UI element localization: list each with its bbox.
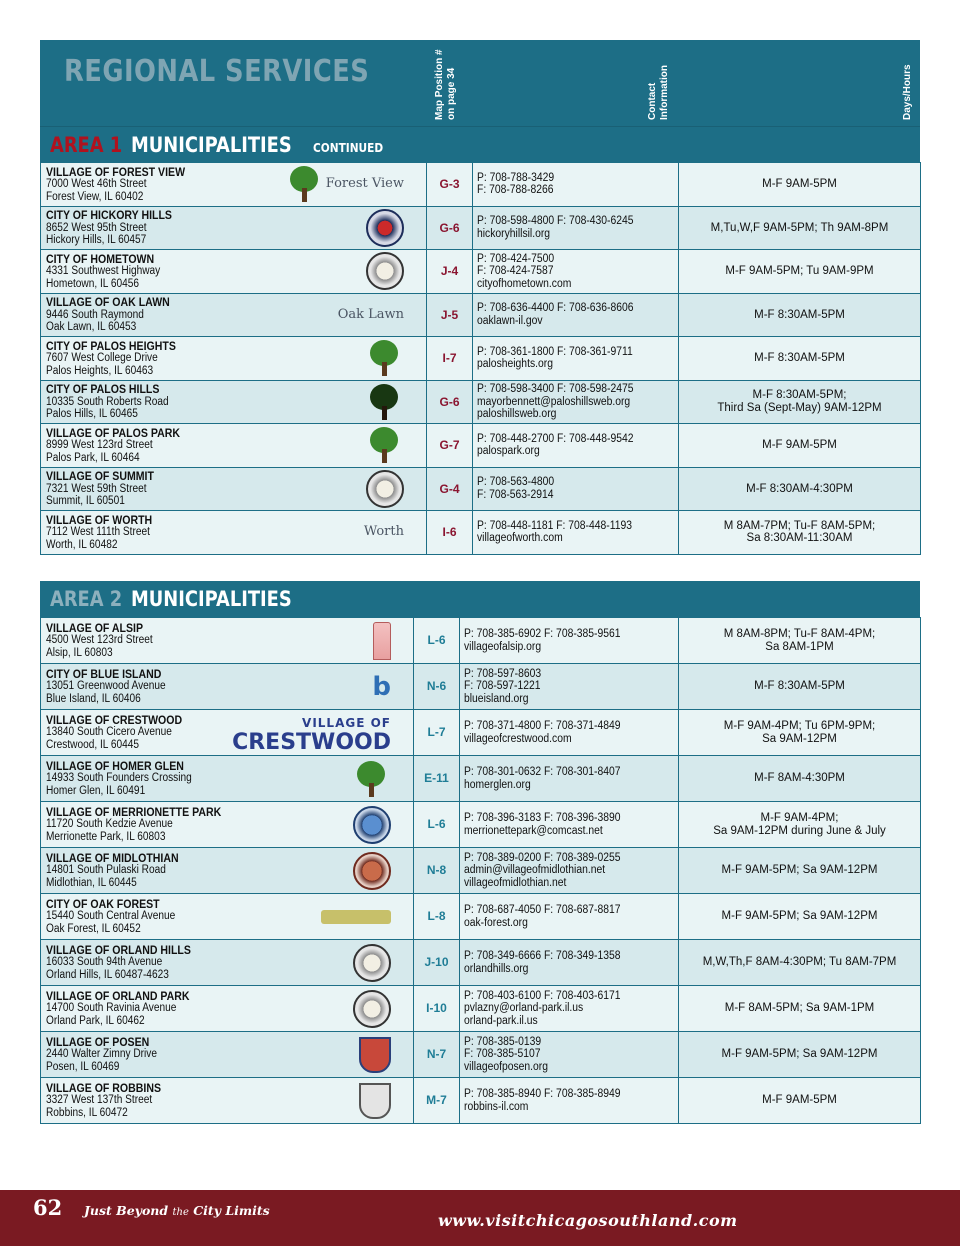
municipality-cell [41, 380, 427, 424]
municipality-name: VILLAGE OF ORLAND PARK [46, 988, 190, 1003]
map-position-cell: L-8 [414, 894, 460, 940]
contact-line-2[interactable]: villageofalsip.org [464, 640, 542, 653]
contact-line-2[interactable]: pvlazny@orland-park.il.us [464, 1002, 584, 1015]
palos-heights-logo [364, 340, 404, 376]
table-row [41, 337, 921, 381]
hours-cell [679, 848, 921, 894]
contact-line-2[interactable]: hickoryhillsil.org [477, 227, 551, 240]
hours-line-1: M-F 9AM-5PM [762, 178, 837, 190]
contact-line-1: P: 708-385-6902 F: 708-385-9561 [464, 628, 621, 640]
municipality-cell [41, 206, 427, 250]
hours-line-1: M,W,Th,F 8AM-4:30PM; Tu 8AM-7PM [702, 956, 897, 969]
contact-cell [460, 664, 679, 710]
map-position-cell: I-10 [414, 986, 460, 1032]
hours-line-1: M-F 9AM-5PM; Sa 9AM-12PM [721, 864, 878, 877]
area1-municipalities-label: MUNICIPALITIES [131, 133, 293, 157]
municipality-name: CITY OF PALOS HILLS [46, 382, 160, 396]
hours-line-1: M 8AM-8PM; Tu-F 8AM-4PM; [723, 628, 876, 640]
hours-line-1: M-F 8AM-4:30PM [754, 772, 845, 785]
contact-line-1: P: 708-385-0139 [464, 1035, 542, 1048]
col-header-map-line2: on page 34 [446, 67, 457, 120]
municipality-address: 2440 Walter Zimny Drive [46, 1048, 157, 1061]
contact-line-2[interactable]: F: 708-597-1221 [464, 680, 541, 693]
municipality-address: 7000 West 46th Street [46, 178, 147, 190]
municipality-city: Hickory Hills, IL 60457 [46, 234, 147, 246]
forest-view-logo [284, 166, 404, 202]
map-position-cell: L-6 [414, 618, 460, 664]
contact-cell [473, 380, 679, 424]
municipality-name: VILLAGE OF ORLAND HILLS [46, 942, 191, 957]
hickory-hills-seal-logo [366, 209, 404, 247]
municipality-city: Midlothian, IL 60445 [46, 876, 137, 889]
contact-line-2[interactable]: F: 708-385-5107 [464, 1048, 541, 1061]
municipality-city: Orland Park, IL 60462 [46, 1014, 145, 1027]
hours-cell [679, 467, 921, 511]
area-word: AREA [50, 587, 104, 611]
municipality-address: 7607 West College Drive [46, 352, 158, 364]
contact-line-2[interactable]: homerglen.org [464, 778, 531, 791]
contact-line-2[interactable]: villageofcrestwood.com [464, 732, 572, 745]
municipality-name: VILLAGE OF HOMER GLEN [46, 758, 184, 773]
hours-line-1: M-F 9AM-5PM [762, 439, 837, 451]
table-row [41, 848, 921, 894]
oak-forest-logo [321, 910, 391, 924]
blue-island-logo: b [372, 671, 391, 702]
municipality-cell [41, 250, 427, 294]
hometown-seal-logo [366, 252, 404, 290]
contact-line-2[interactable]: F: 708-788-8266 [477, 184, 554, 197]
contact-line-2[interactable]: oak-forest.org [464, 916, 528, 929]
municipality-address: 13051 Greenwood Avenue [46, 680, 166, 693]
municipality-city: Homer Glen, IL 60491 [46, 784, 146, 797]
municipality-name: CITY OF BLUE ISLAND [46, 666, 162, 681]
hours-cell [679, 250, 921, 294]
area-number: 2 [109, 587, 123, 611]
municipality-name: VILLAGE OF FOREST VIEW [46, 164, 186, 179]
contact-cell [460, 756, 679, 802]
contact-line-1: P: 708-687-4050 F: 708-687-8817 [464, 904, 621, 916]
municipality-name: VILLAGE OF PALOS PARK [46, 425, 180, 440]
contact-line-1: P: 708-448-1181 F: 708-448-1193 [477, 519, 632, 532]
municipality-city: Palos Park, IL 60464 [46, 451, 140, 464]
hours-cell [679, 163, 921, 207]
municipality-address: 4331 Southwest Highway [46, 265, 161, 277]
contact-line-2[interactable]: palosheights.org [477, 358, 553, 371]
area2-heading [40, 581, 920, 617]
hours-line-1: M 8AM-7PM; Tu-F 8AM-5PM; [723, 519, 876, 532]
area-word: AREA [50, 133, 104, 157]
municipality-address: 4500 West 123rd Street [46, 634, 153, 647]
hours-cell [679, 986, 921, 1032]
contact-line-1: P: 708-598-4800 F: 708-430-6245 [477, 215, 634, 228]
map-position-cell: I-6 [427, 511, 473, 555]
hours-line-1: M,Tu,W,F 9AM-5PM; Th 9AM-8PM [710, 221, 889, 234]
municipality-address: 15440 South Central Avenue [46, 910, 176, 923]
hours-cell [679, 756, 921, 802]
contact-line-3[interactable]: cityofhometown.com [477, 277, 572, 290]
contact-cell [460, 710, 679, 756]
municipality-name: VILLAGE OF WORTH [46, 512, 153, 527]
contact-line-2[interactable]: oaklawn-il.gov [477, 314, 543, 327]
contact-cell [473, 163, 679, 207]
map-position-cell: E-11 [414, 756, 460, 802]
contact-line-3[interactable]: blueisland.org [464, 692, 529, 705]
contact-line-2[interactable]: admin@villageofmidlothian.net [464, 864, 606, 877]
municipality-name: VILLAGE OF ROBBINS [46, 1080, 161, 1095]
contact-line-2[interactable]: F: 708-424-7587 [477, 265, 554, 277]
area2-label [50, 581, 122, 617]
municipality-name: CITY OF OAK FOREST [46, 896, 160, 911]
contact-line-1: P: 708-636-4400 F: 708-636-8606 [477, 302, 634, 315]
orland-hills-seal-logo [353, 944, 391, 982]
posen-shield-logo [359, 1037, 391, 1073]
col-header-days: Days/Hours [902, 64, 913, 120]
table-row [41, 206, 921, 250]
table-row [41, 986, 921, 1032]
municipality-cell [41, 664, 414, 710]
map-position-cell: G-3 [427, 163, 473, 207]
hours-line-1: M-F 9AM-5PM; Sa 9AM-12PM [721, 910, 878, 923]
contact-cell [473, 337, 679, 381]
orland-park-seal-logo [353, 990, 391, 1028]
table-row [41, 424, 921, 468]
municipality-name: VILLAGE OF OAK LAWN [46, 295, 170, 309]
municipality-cell [41, 337, 427, 381]
hours-line-2: Sa 8:30AM-11:30AM [746, 532, 853, 545]
contact-line-1: P: 708-403-6100 F: 708-403-6171 [464, 989, 621, 1002]
oak-lawn-logo [336, 306, 404, 322]
table-row [41, 756, 921, 802]
contact-line-3[interactable]: paloshillsweb.org [477, 408, 557, 420]
contact-cell [460, 848, 679, 894]
hours-line-1: M-F 9AM-5PM; Tu 9AM-9PM [725, 265, 874, 277]
map-position-cell: J-5 [427, 293, 473, 337]
tagline-part-a: Just Beyond [84, 1203, 169, 1218]
contact-line-1: P: 708-448-2700 F: 708-448-9542 [477, 432, 634, 445]
municipality-address: 14801 South Pulaski Road [46, 864, 166, 877]
municipality-cell [41, 467, 427, 511]
map-position-cell: J-10 [414, 940, 460, 986]
palos-park-logo [364, 427, 404, 463]
municipality-address: 10335 South Roberts Road [46, 395, 169, 408]
municipality-cell [41, 1078, 414, 1124]
contact-cell [473, 250, 679, 294]
table-row [41, 894, 921, 940]
hours-cell [679, 424, 921, 468]
contact-line-1: P: 708-371-4800 F: 708-371-4849 [464, 720, 621, 732]
municipality-name: VILLAGE OF CRESTWOOD [46, 712, 183, 727]
contact-line-3[interactable]: villageofmidlothian.net [464, 876, 567, 889]
municipality-cell [41, 848, 414, 894]
municipality-name: VILLAGE OF ALSIP [46, 620, 144, 635]
table-row [41, 710, 921, 756]
hours-cell [679, 940, 921, 986]
logo-text: Oak Lawn [337, 306, 404, 322]
contact-cell [460, 894, 679, 940]
hours-line-2: Sa 9AM-12PM [762, 732, 837, 745]
contact-line-2[interactable]: F: 708-563-2914 [477, 488, 554, 501]
merrionette-park-seal-logo [353, 806, 391, 844]
contact-cell [473, 206, 679, 250]
municipality-cell [41, 802, 414, 848]
municipality-cell [41, 618, 414, 664]
footer-url-link[interactable]: www.visitchicagosouthland.com [438, 1211, 738, 1230]
municipality-name: CITY OF PALOS HEIGHTS [46, 338, 176, 353]
contact-cell [473, 511, 679, 555]
contact-line-1: P: 708-301-0632 F: 708-301-8407 [464, 766, 621, 778]
contact-cell [460, 802, 679, 848]
map-position-cell: N-8 [414, 848, 460, 894]
alsip-logo [373, 622, 391, 660]
map-position-cell: M-7 [414, 1078, 460, 1124]
col-header-map [434, 38, 458, 120]
municipality-cell [41, 986, 414, 1032]
hours-line-1: M-F 8:30AM-5PM [754, 352, 845, 364]
municipality-city: Summit, IL 60501 [46, 495, 125, 507]
contact-cell [460, 1032, 679, 1078]
contact-line-1: P: 708-385-8940 F: 708-385-8949 [464, 1088, 621, 1100]
hours-cell [679, 1078, 921, 1124]
homer-glen-logo [351, 761, 391, 797]
table-row [41, 664, 921, 710]
logo-text: Forest View [325, 176, 404, 191]
contact-line-2[interactable]: merrionettepark@comcast.net [464, 824, 603, 837]
area-number: 1 [109, 133, 123, 157]
hours-cell [679, 511, 921, 555]
municipality-address: 3327 West 137th Street [46, 1094, 153, 1107]
municipality-address: 16033 South 94th Avenue [46, 956, 163, 969]
summit-seal-logo [366, 470, 404, 508]
map-position-cell: J-4 [427, 250, 473, 294]
contact-line-1: P: 708-563-4800 [477, 476, 555, 489]
municipality-cell [41, 894, 414, 940]
palos-hills-logo [364, 384, 404, 420]
municipality-address: 8999 West 123rd Street [46, 439, 153, 451]
municipality-city: Palos Hills, IL 60465 [46, 408, 138, 420]
hours-line-1: M-F 9AM-5PM [762, 1094, 837, 1107]
table-row [41, 1032, 921, 1078]
contact-cell [460, 618, 679, 664]
contact-line-3[interactable]: orland-park.il.us [464, 1014, 538, 1027]
page-number: 62 [33, 1195, 63, 1220]
area2-municipalities-label: MUNICIPALITIES [131, 587, 293, 611]
municipality-city: Hometown, IL 60456 [46, 277, 140, 290]
regional-services-header [40, 40, 920, 126]
municipality-city: Forest View, IL 60402 [46, 190, 144, 203]
hours-cell [679, 1032, 921, 1078]
municipality-address: 11720 South Kedzie Avenue [46, 818, 173, 831]
contact-cell [460, 986, 679, 1032]
table-row [41, 250, 921, 294]
municipality-address: 8652 West 95th Street [46, 221, 147, 234]
map-position-cell: L-7 [414, 710, 460, 756]
col-header-contact-line2: Information [659, 65, 670, 120]
hours-cell [679, 380, 921, 424]
col-header-map-line1: Map Position # [434, 49, 445, 120]
area1-section [40, 40, 920, 555]
midlothian-seal-logo [353, 852, 391, 890]
contact-line-2[interactable]: robbins-il.com [464, 1100, 529, 1113]
hours-line-2: Third Sa (Sept-May) 9AM-12PM [717, 401, 882, 414]
contact-line-2[interactable]: orlandhills.org [464, 962, 529, 975]
hours-cell [679, 894, 921, 940]
hours-cell [679, 337, 921, 381]
municipality-cell [41, 940, 414, 986]
hours-cell [679, 802, 921, 848]
municipality-city: Merrionette Park, IL 60803 [46, 830, 166, 843]
contact-line-3[interactable]: villageofposen.org [464, 1060, 549, 1073]
hours-cell [679, 618, 921, 664]
map-position-cell: G-4 [427, 467, 473, 511]
contact-cell [473, 467, 679, 511]
municipality-name: VILLAGE OF SUMMIT [46, 469, 154, 483]
hours-line-1: M-F 9AM-5PM; Sa 9AM-12PM [721, 1048, 878, 1061]
col-header-contact-line1: Contact [647, 82, 658, 120]
contact-cell [460, 940, 679, 986]
municipality-cell [41, 1032, 414, 1078]
hours-cell [679, 206, 921, 250]
contact-cell [473, 424, 679, 468]
contact-cell [473, 293, 679, 337]
map-position-cell: N-6 [414, 664, 460, 710]
logo-text: Worth [363, 524, 404, 539]
area1-continued-label: CONTINUED [312, 141, 384, 155]
map-position-cell: G-7 [427, 424, 473, 468]
contact-line-1: P: 708-597-8603 [464, 667, 542, 680]
table-row [41, 380, 921, 424]
map-position-cell: L-6 [414, 802, 460, 848]
contact-line-1: P: 708-424-7500 [477, 252, 555, 265]
municipality-address: 9446 South Raymond [46, 308, 144, 321]
hours-line-1: M-F 8:30AM-5PM [754, 308, 845, 321]
table-row [41, 293, 921, 337]
page-title: REGIONAL SERVICES [64, 54, 370, 89]
municipality-name: VILLAGE OF MERRIONETTE PARK [46, 804, 222, 819]
area2-table [40, 617, 921, 1124]
contact-line-2[interactable]: palospark.org [477, 445, 540, 458]
hours-line-1: M-F 8AM-5PM; Sa 9AM-1PM [724, 1002, 875, 1015]
municipality-address: 7112 West 111th Street [46, 526, 150, 538]
hours-line-1: M-F 8:30AM-5PM; [752, 389, 847, 402]
crestwood-logo: VILLAGE OF CRESTWOOD [232, 715, 391, 755]
map-position-cell: G-6 [427, 206, 473, 250]
page-footer [0, 1190, 960, 1246]
contact-cell [460, 1078, 679, 1124]
municipality-city: Oak Forest, IL 60452 [46, 922, 141, 935]
hours-cell [679, 664, 921, 710]
contact-line-1: P: 708-788-3429 [477, 171, 555, 184]
area1-table [40, 162, 921, 555]
table-row [41, 511, 921, 555]
municipality-name: VILLAGE OF MIDLOTHIAN [46, 850, 179, 865]
hours-line-1: M-F 8:30AM-4:30PM [746, 482, 853, 495]
municipality-city: Crestwood, IL 60445 [46, 738, 140, 751]
map-position-cell: I-7 [427, 337, 473, 381]
contact-line-2[interactable]: mayorbennett@paloshillsweb.org [477, 395, 631, 408]
contact-line-1: P: 708-396-3183 F: 708-396-3890 [464, 812, 621, 824]
municipality-city: Robbins, IL 60472 [46, 1106, 128, 1119]
contact-line-1: P: 708-389-0200 F: 708-389-0255 [464, 851, 621, 864]
municipality-cell [41, 710, 414, 756]
worth-logo [362, 526, 404, 539]
table-row [41, 1078, 921, 1124]
contact-line-1: P: 708-361-1800 F: 708-361-9711 [477, 345, 633, 358]
municipality-city: Palos Heights, IL 60463 [46, 364, 154, 377]
tagline-part-b: City Limits [193, 1203, 270, 1218]
hours-line-1: M-F 8:30AM-5PM [754, 680, 845, 693]
municipality-cell [41, 163, 427, 207]
robbins-shield-logo [359, 1083, 391, 1119]
hours-line-1: M-F 9AM-4PM; Tu 6PM-9PM; [723, 720, 876, 732]
municipality-cell [41, 424, 427, 468]
municipality-city: Posen, IL 60469 [46, 1060, 120, 1073]
table-row [41, 618, 921, 664]
municipality-name: CITY OF HICKORY HILLS [46, 208, 172, 222]
municipality-cell [41, 293, 427, 337]
municipality-city: Alsip, IL 60803 [46, 646, 113, 659]
municipality-city: Blue Island, IL 60406 [46, 692, 141, 705]
table-row [41, 802, 921, 848]
municipality-name: VILLAGE OF POSEN [46, 1034, 150, 1049]
municipality-address: 7321 West 59th Street [46, 482, 147, 495]
hours-cell [679, 293, 921, 337]
map-position-cell: N-7 [414, 1032, 460, 1078]
table-row [41, 940, 921, 986]
map-position-cell: G-6 [427, 380, 473, 424]
municipality-cell [41, 511, 427, 555]
col-header-contact [647, 48, 671, 120]
municipality-name: CITY OF HOMETOWN [46, 251, 155, 266]
contact-line-1: P: 708-349-6666 F: 708-349-1358 [464, 950, 621, 962]
municipality-address: 14933 South Founders Crossing [46, 772, 192, 785]
contact-line-2[interactable]: villageofworth.com [477, 532, 563, 545]
hours-line-2: Sa 9AM-12PM during June & July [713, 824, 886, 837]
table-row [41, 467, 921, 511]
municipality-city: Orland Hills, IL 60487-4623 [46, 968, 169, 981]
area1-heading [40, 126, 920, 162]
tagline-the: the [172, 1207, 189, 1218]
hours-line-1: M-F 9AM-4PM; [760, 812, 839, 824]
municipality-city: Worth, IL 60482 [46, 538, 118, 551]
contact-line-1: P: 708-598-3400 F: 708-598-2475 [477, 383, 634, 395]
municipality-address: 13840 South Cicero Avenue [46, 726, 172, 739]
municipality-city: Oak Lawn, IL 60453 [46, 321, 137, 333]
table-row [41, 163, 921, 207]
hours-cell [679, 710, 921, 756]
area2-section [40, 581, 920, 1124]
hours-line-2: Sa 8AM-1PM [765, 640, 834, 653]
municipality-address: 14700 South Ravinia Avenue [46, 1002, 177, 1015]
municipality-cell [41, 756, 414, 802]
area1-label [50, 127, 122, 163]
footer-tagline [84, 1203, 270, 1218]
